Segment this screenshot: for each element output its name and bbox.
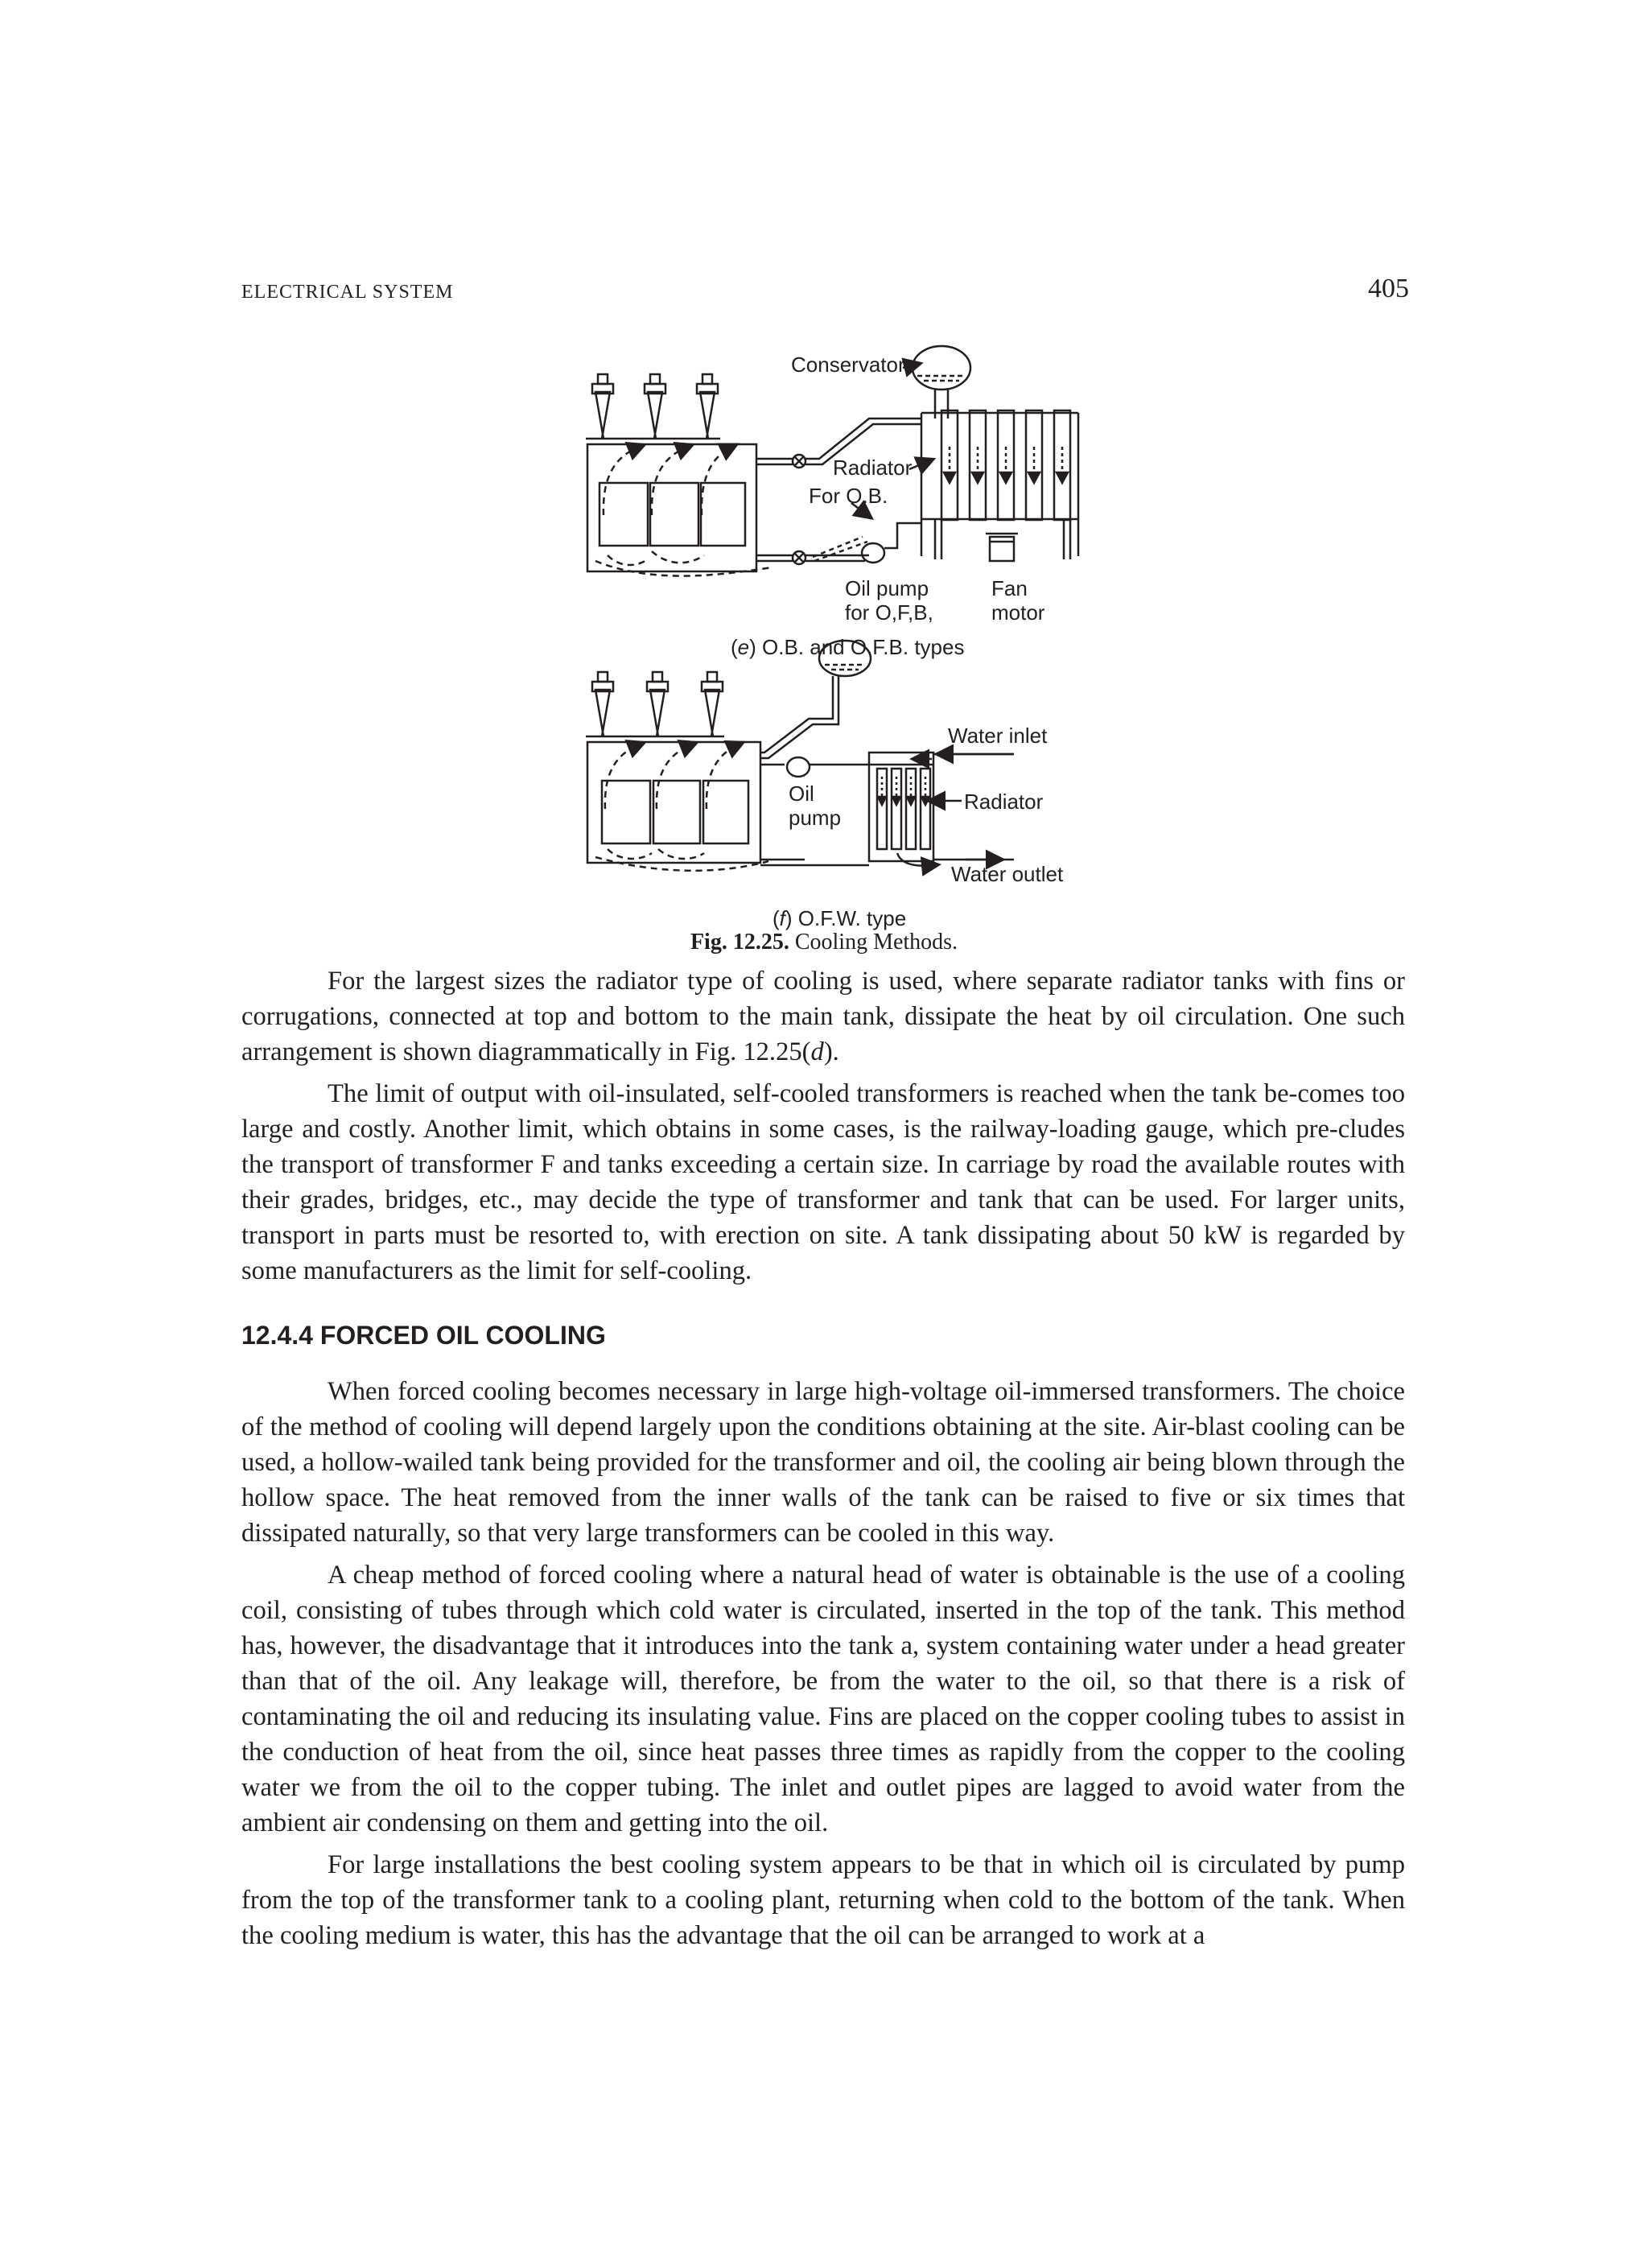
caption-f-letter: f — [779, 906, 785, 930]
paragraph-1-italic: d — [810, 1037, 824, 1066]
cooling-methods-figure — [563, 326, 1094, 954]
label-oil-pump-line2: for O,F,B, — [845, 600, 933, 625]
paragraph-1-end: ). — [823, 1037, 839, 1066]
caption-e-rest: ) O.B. and O.F.B. types — [749, 635, 965, 659]
diagram-e-transformer — [586, 346, 1078, 576]
section-heading: 12.4.4 FORCED OIL COOLING — [241, 1321, 606, 1350]
caption-e-open: ( — [731, 635, 738, 659]
paragraph-4: A cheap method of forced cooling where a natural head of water is obtainable is the use of a cooling coil, consisting of tubes through which cold water is circulated, inserted in the top of the tank. This method has, however, the disadvantage that it introduces into the tank a, system containing water under a head greater than that of the oil. Any leakage will, therefore, be from the water to the oil, so that there is a risk of contaminating the oil and reducing its insulating value. Fins are placed on the copper cooling tubes to assist in the conduction of heat from the oil, since heat passes three times as rapidly from the copper to the cooling water we from the oil to the copper tubing. The inlet and outlet pipes are lagged to avoid water from the ambient air condensing on them and getting into the oil. — [241, 1561, 1405, 1837]
paragraph-2: The limit of output with oil-insulated, self-cooled transformers is reached when the tank be-comes too large and costly. Another limit, which obtains in some cases, is the railway-loading gauge, which pre-cludes the transport of transformer F and tanks exceeding a certain size. In carriage by road the available routes with their grades, bridges, etc., may decide the type of transformer and tank that can be used. For larger units, transport in parts must be resorted to, with erection on site. A tank dissipating about 50 kW is regarded by some manufacturers as the limit for self-cooling. — [241, 1079, 1405, 1285]
label-radiator-f: Radiator — [964, 790, 1044, 814]
label-fan-line1: Fan — [991, 576, 1028, 600]
label-radiator-e: Radiator — [833, 456, 913, 480]
label-oil: Oil — [789, 781, 814, 806]
caption-f-open: ( — [772, 906, 780, 930]
label-fan-line2: motor — [991, 600, 1045, 625]
body-text — [241, 963, 1405, 1960]
label-oil-pump-line1: Oil pump — [845, 576, 929, 600]
paragraph-1 — [241, 963, 1405, 1070]
running-head: ELECTRICAL SYSTEM — [241, 282, 454, 303]
label-water-inlet: Water inlet — [948, 724, 1048, 748]
paragraph-3: When forced cooling becomes necessary in large high-voltage oil-immersed transformers. The choice of the method of cooling will depend largely upon the conditions obtaining at the site. Air-blast cooling can be used, a hollow-wailed tank being provided for the transformer and oil, the cooling air being blown through the hollow space. The heat removed from the inner walls of the tank can be raised to five or six times that dissipated naturally, so that very large transformers can be cooled in this way. — [241, 1377, 1405, 1548]
label-conservator: Conservator — [791, 353, 905, 377]
caption-e-letter: e — [737, 635, 750, 659]
page-number: 405 — [1368, 274, 1409, 303]
label-for-ob: For O.B. — [809, 484, 888, 508]
paragraph-1-text: For the largest sizes the radiator type of cooling is used, where separate radiator tanks with fins or corrugations, connected at top and bottom to the main tank, dissipate the heat by oil circulation. One such arrangement is shown diagrammatically in Fig. 12.25( — [241, 967, 1405, 1066]
label-water-outlet: Water outlet — [951, 862, 1064, 886]
figure-number: Fig. 12.25. — [690, 930, 789, 955]
figure-caption — [0, 930, 1648, 955]
caption-e — [731, 635, 964, 659]
cooling-diagrams-svg — [563, 326, 1094, 954]
paragraph-5: For large installations the best cooling system appears to be that in which oil is circulated by pump from the top of the transformer tank to a cooling plant, returning when cold to the bottom of the tank. When the cooling medium is water, this has the advantage that the oil can be arranged to work at a — [241, 1850, 1405, 1950]
caption-f-rest: ) O.F.W. type — [785, 906, 907, 930]
figure-title: Cooling Methods. — [789, 930, 958, 955]
label-pump: pump — [789, 806, 842, 830]
caption-f — [772, 906, 906, 930]
diagram-f-transformer — [586, 641, 1014, 871]
